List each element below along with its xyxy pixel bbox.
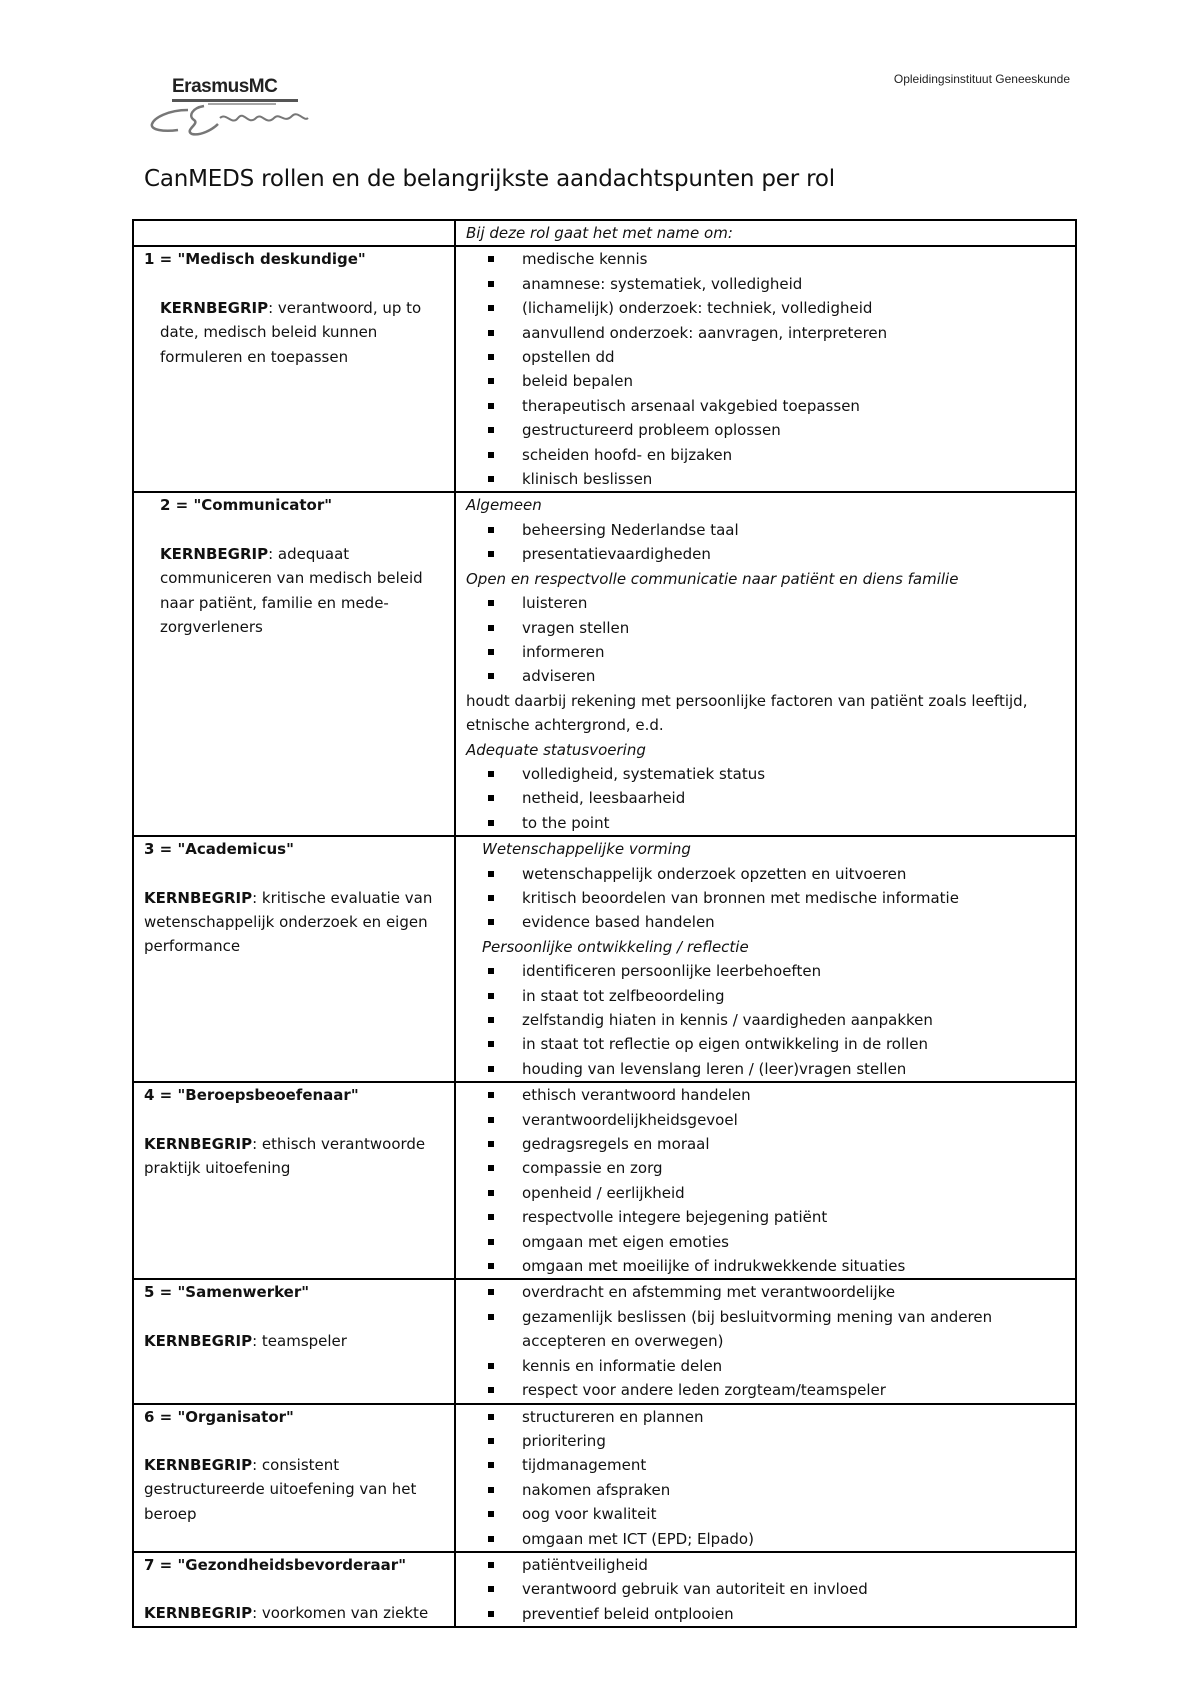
logo-text: ErasmusMC [172, 76, 278, 97]
focus-cell [455, 836, 1076, 1082]
list-item: verantwoordelijkheidsgevoel [466, 1108, 1067, 1132]
note-text: houdt daarbij rekening met persoonlijke factoren van patiënt zoals leeftijd, etnische achtergrond, e.d. [466, 691, 1028, 735]
role-cell [133, 836, 455, 1082]
role-row [133, 1279, 1076, 1403]
list-item: omgaan met ICT (EPD; Elpado) [466, 1527, 1067, 1551]
role-name: 1 = "Medisch deskundige" [144, 250, 366, 269]
role-row [133, 836, 1076, 1082]
focus-list [466, 1083, 1067, 1278]
role-cell [133, 1404, 455, 1552]
role-cell [133, 246, 455, 492]
kernbegrip-text: : consistent gestructureerde uitoefening van het beroep [144, 1455, 417, 1523]
kernbegrip-label: KERNBEGRIP [144, 1134, 253, 1153]
focus-list [466, 247, 1067, 491]
list-item: houding van levenslang leren / (leer)vragen stellen [466, 1057, 1067, 1081]
list-item: beheersing Nederlandse taal [466, 518, 1067, 542]
focus-cell [455, 1404, 1076, 1552]
focus-list [466, 1280, 1067, 1402]
role-name: 6 = "Organisator" [144, 1407, 294, 1426]
list-item: to the point [466, 811, 1067, 835]
kernbegrip [144, 296, 446, 369]
role-cell [133, 1082, 455, 1279]
list-item: respect voor andere leden zorgteam/teamspeler [466, 1378, 1067, 1402]
subheading: Adequate statusvoering [466, 740, 646, 759]
list-item: prioritering [466, 1429, 1067, 1453]
list-item: klinisch beslissen [466, 467, 1067, 491]
list-item: therapeutisch arsenaal vakgebied toepassen [466, 394, 1067, 418]
list-item: omgaan met moeilijke of indrukwekkende situaties [466, 1254, 1067, 1278]
focus-cell [455, 492, 1076, 836]
kernbegrip-label: KERNBEGRIP [144, 888, 253, 907]
kernbegrip-label: KERNBEGRIP [144, 1331, 253, 1350]
list-item: respectvolle integere bejegening patiënt [466, 1205, 1067, 1229]
focus-list [466, 762, 1067, 835]
list-item: overdracht en afstemming met verantwoordelijke [466, 1280, 1067, 1304]
header-right-cell: Bij deze rol gaat het met name om: [455, 220, 1076, 246]
focus-cell [455, 1082, 1076, 1279]
list-item: (lichamelijk) onderzoek: techniek, volledigheid [466, 296, 1067, 320]
erasmus-mc-logo [148, 74, 328, 142]
list-item: opstellen dd [466, 345, 1067, 369]
role-cell [133, 492, 455, 836]
list-item: medische kennis [466, 247, 1067, 271]
list-item: vragen stellen [466, 616, 1067, 640]
kernbegrip-text: : adequaat communiceren van medisch beleid naar patiënt, familie en mede-zorgverleners [160, 544, 423, 637]
kernbegrip-text: : kritische evaluatie van wetenschappelijk onderzoek en eigen performance [144, 888, 433, 956]
list-item: gezamenlijk beslissen (bij besluitvorming mening van anderen accepteren en overwegen) [466, 1305, 1067, 1354]
list-item: zelfstandig hiaten in kennis / vaardigheden aanpakken [466, 1008, 1067, 1032]
list-item: patiëntveiligheid [466, 1553, 1067, 1577]
role-cell [133, 1552, 455, 1627]
list-item: gedragsregels en moraal [466, 1132, 1067, 1156]
role-name: 3 = "Academicus" [144, 840, 294, 859]
list-item: kritisch beoordelen van bronnen met medische informatie [466, 886, 1067, 910]
subheading: Open en respectvolle communicatie naar patiënt en diens familie [466, 569, 959, 588]
focus-cell [455, 1279, 1076, 1403]
institute-name: Opleidingsinstituut Geneeskunde [893, 72, 1070, 86]
subheading: Persoonlijke ontwikkeling / reflectie [482, 937, 749, 956]
focus-cell [455, 246, 1076, 492]
focus-cell [455, 1552, 1076, 1627]
subheading: Wetenschappelijke vorming [482, 840, 691, 859]
list-item: volledigheid, systematiek status [466, 762, 1067, 786]
list-item: anamnese: systematiek, volledigheid [466, 272, 1067, 296]
focus-list [466, 1405, 1067, 1551]
kernbegrip [144, 1132, 446, 1181]
list-item: netheid, leesbaarheid [466, 786, 1067, 810]
role-cell [133, 1279, 455, 1403]
list-item: in staat tot zelfbeoordeling [466, 984, 1067, 1008]
list-item: structureren en plannen [466, 1405, 1067, 1429]
role-name: 7 = "Gezondheidsbevorderaar" [144, 1555, 407, 1574]
list-item: openheid / eerlijkheid [466, 1181, 1067, 1205]
focus-list [466, 959, 1067, 1081]
kernbegrip-text: : verantwoord, up to date, medisch beleid kunnen formuleren en toepassen [160, 298, 422, 366]
list-item: omgaan met eigen emoties [466, 1230, 1067, 1254]
kernbegrip-label: KERNBEGRIP [144, 1455, 253, 1474]
list-item: nakomen afspraken [466, 1478, 1067, 1502]
list-item: compassie en zorg [466, 1156, 1067, 1180]
role-row [133, 1552, 1076, 1627]
kernbegrip [144, 886, 446, 959]
list-item: informeren [466, 640, 1067, 664]
logo-signature-icon [148, 96, 328, 142]
role-row [133, 1404, 1076, 1552]
role-row [133, 1082, 1076, 1279]
list-item: in staat tot reflectie op eigen ontwikkeling in de rollen [466, 1032, 1067, 1056]
list-item: scheiden hoofd- en bijzaken [466, 443, 1067, 467]
kernbegrip-text: : ethisch verantwoorde praktijk uitoefening [144, 1134, 426, 1178]
canmeds-roles-table [132, 219, 1077, 1628]
list-item: presentatievaardigheden [466, 542, 1067, 566]
focus-list [466, 591, 1067, 689]
kernbegrip-label: KERNBEGRIP [144, 1604, 253, 1623]
focus-list [466, 862, 1067, 935]
kernbegrip [144, 1601, 446, 1625]
list-item: preventief beleid ontplooien [466, 1602, 1067, 1626]
list-item: gestructureerd probleem oplossen [466, 418, 1067, 442]
list-item: luisteren [466, 591, 1067, 615]
list-item: beleid bepalen [466, 369, 1067, 393]
role-name: 4 = "Beroepsbeoefenaar" [144, 1086, 359, 1105]
role-row [133, 492, 1076, 836]
list-item: wetenschappelijk onderzoek opzetten en uitvoeren [466, 862, 1067, 886]
kernbegrip [144, 542, 446, 640]
list-item: oog voor kwaliteit [466, 1502, 1067, 1526]
header-left-cell [133, 220, 455, 246]
list-item: adviseren [466, 664, 1067, 688]
list-item: tijdmanagement [466, 1453, 1067, 1477]
kernbegrip-text: : teamspeler [252, 1331, 347, 1350]
list-item: verantwoord gebruik van autoriteit en invloed [466, 1577, 1067, 1601]
table-header-row [133, 220, 1076, 246]
focus-list [466, 1553, 1067, 1626]
list-item: ethisch verantwoord handelen [466, 1083, 1067, 1107]
kernbegrip-label: KERNBEGRIP [160, 544, 269, 563]
list-item: kennis en informatie delen [466, 1354, 1067, 1378]
list-item: evidence based handelen [466, 910, 1067, 934]
subheading: Algemeen [466, 496, 542, 515]
list-item: identificeren persoonlijke leerbehoeften [466, 959, 1067, 983]
focus-list [466, 518, 1067, 567]
list-item: aanvullend onderzoek: aanvragen, interpreteren [466, 321, 1067, 345]
document-title: CanMEDS rollen en de belangrijkste aandachtspunten per rol [144, 166, 835, 192]
kernbegrip-label: KERNBEGRIP [160, 298, 269, 317]
kernbegrip-text: : voorkomen van ziekte [252, 1604, 429, 1623]
role-name: 2 = "Communicator" [160, 496, 333, 515]
kernbegrip [144, 1329, 446, 1353]
role-name: 5 = "Samenwerker" [144, 1283, 310, 1302]
role-row [133, 246, 1076, 492]
kernbegrip [144, 1453, 446, 1526]
